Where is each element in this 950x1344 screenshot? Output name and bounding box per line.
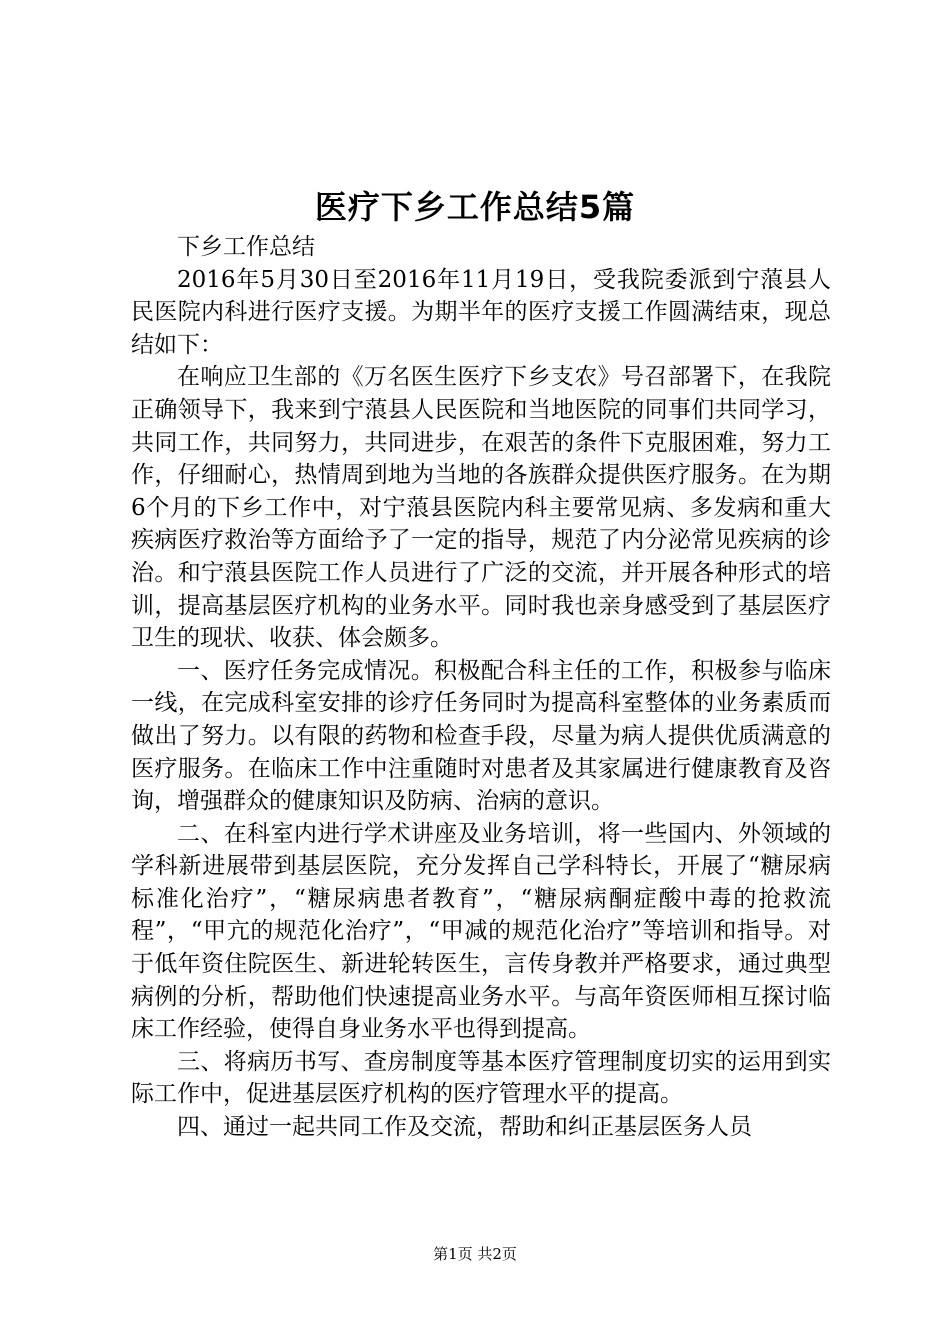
document-body bbox=[131, 231, 831, 1144]
paragraph-heading: 下乡工作总结 bbox=[177, 234, 315, 260]
page-number-footer: 第1页 共2页 bbox=[433, 1245, 517, 1263]
paragraph-section-4: 四、通过一起共同工作及交流，帮助和纠正基层医务人员 bbox=[177, 1114, 752, 1141]
paragraph-section-3: 三、将病历书写、查房制度等基本医疗管理制度切实的运用到实际工作中，促进基层医疗机构的医疗管理水平的提高。 bbox=[131, 1048, 831, 1108]
paragraph-background: 在响应卫生部的《万名医生医疗下乡支农》号召部署下，在我院正确领导下，我来到宁蒗县人民医院和当地医院的同事们共同学习，共同工作，共同努力，共同进步，在艰苦的条件下克服困难，努力工作，仔细耐心，热情周到地为当地的各族群众提供医疗服务。在为期6个月的下乡工作中，对宁蒗县医院内科主要常见病、多发病和重大疾病医疗救治等方面给予了一定的指导，规范了内分泌常见疾病的诊治。和宁蒗县医院工作人员进行了广泛的交流，并开展各种形式的培训，提高基层医疗机构的业务水平。同时我也亲身感受到了基层医疗卫生的现状、收获、体会颇多。 bbox=[131, 364, 831, 652]
paragraph-intro: 2016年5月30日至2016年11月19日，受我院委派到宁蒗县人民医院内科进行医疗支援。为期半年的医疗支援工作圆满结束，现总结如下： bbox=[131, 266, 831, 358]
document-title: 医疗下乡工作总结5篇 bbox=[314, 188, 636, 226]
paragraph-section-1: 一、医疗任务完成情况。积极配合科主任的工作，积极参与临床一线，在完成科室安排的诊疗任务同时为提高科室整体的业务素质而做出了努力。以有限的药物和检查手段，尽量为病人提供优质满意的医疗服务。在临床工作中注重随时对患者及其家属进行健康教育及咨询，增强群众的健康知识及防病、治病的意识。 bbox=[131, 657, 831, 815]
paragraph-section-2: 二、在科室内进行学术讲座及业务培训，将一些国内、外领域的学科新进展带到基层医院，充分发挥自己学科特长，开展了“糖尿病标准化治疗”，“糖尿病患者教育”，“糖尿病酮症酸中毒的抢救流程”，“甲亢的规范化治疗”，“甲减的规范化治疗”等培训和指导。对于低年资住院医生、新进轮转医生，言传身教并严格要求，通过典型病例的分析，帮助他们快速提高业务水平。与高年资医师相互探讨临床工作经验，使得自身业务水平也得到提高。 bbox=[131, 820, 831, 1043]
